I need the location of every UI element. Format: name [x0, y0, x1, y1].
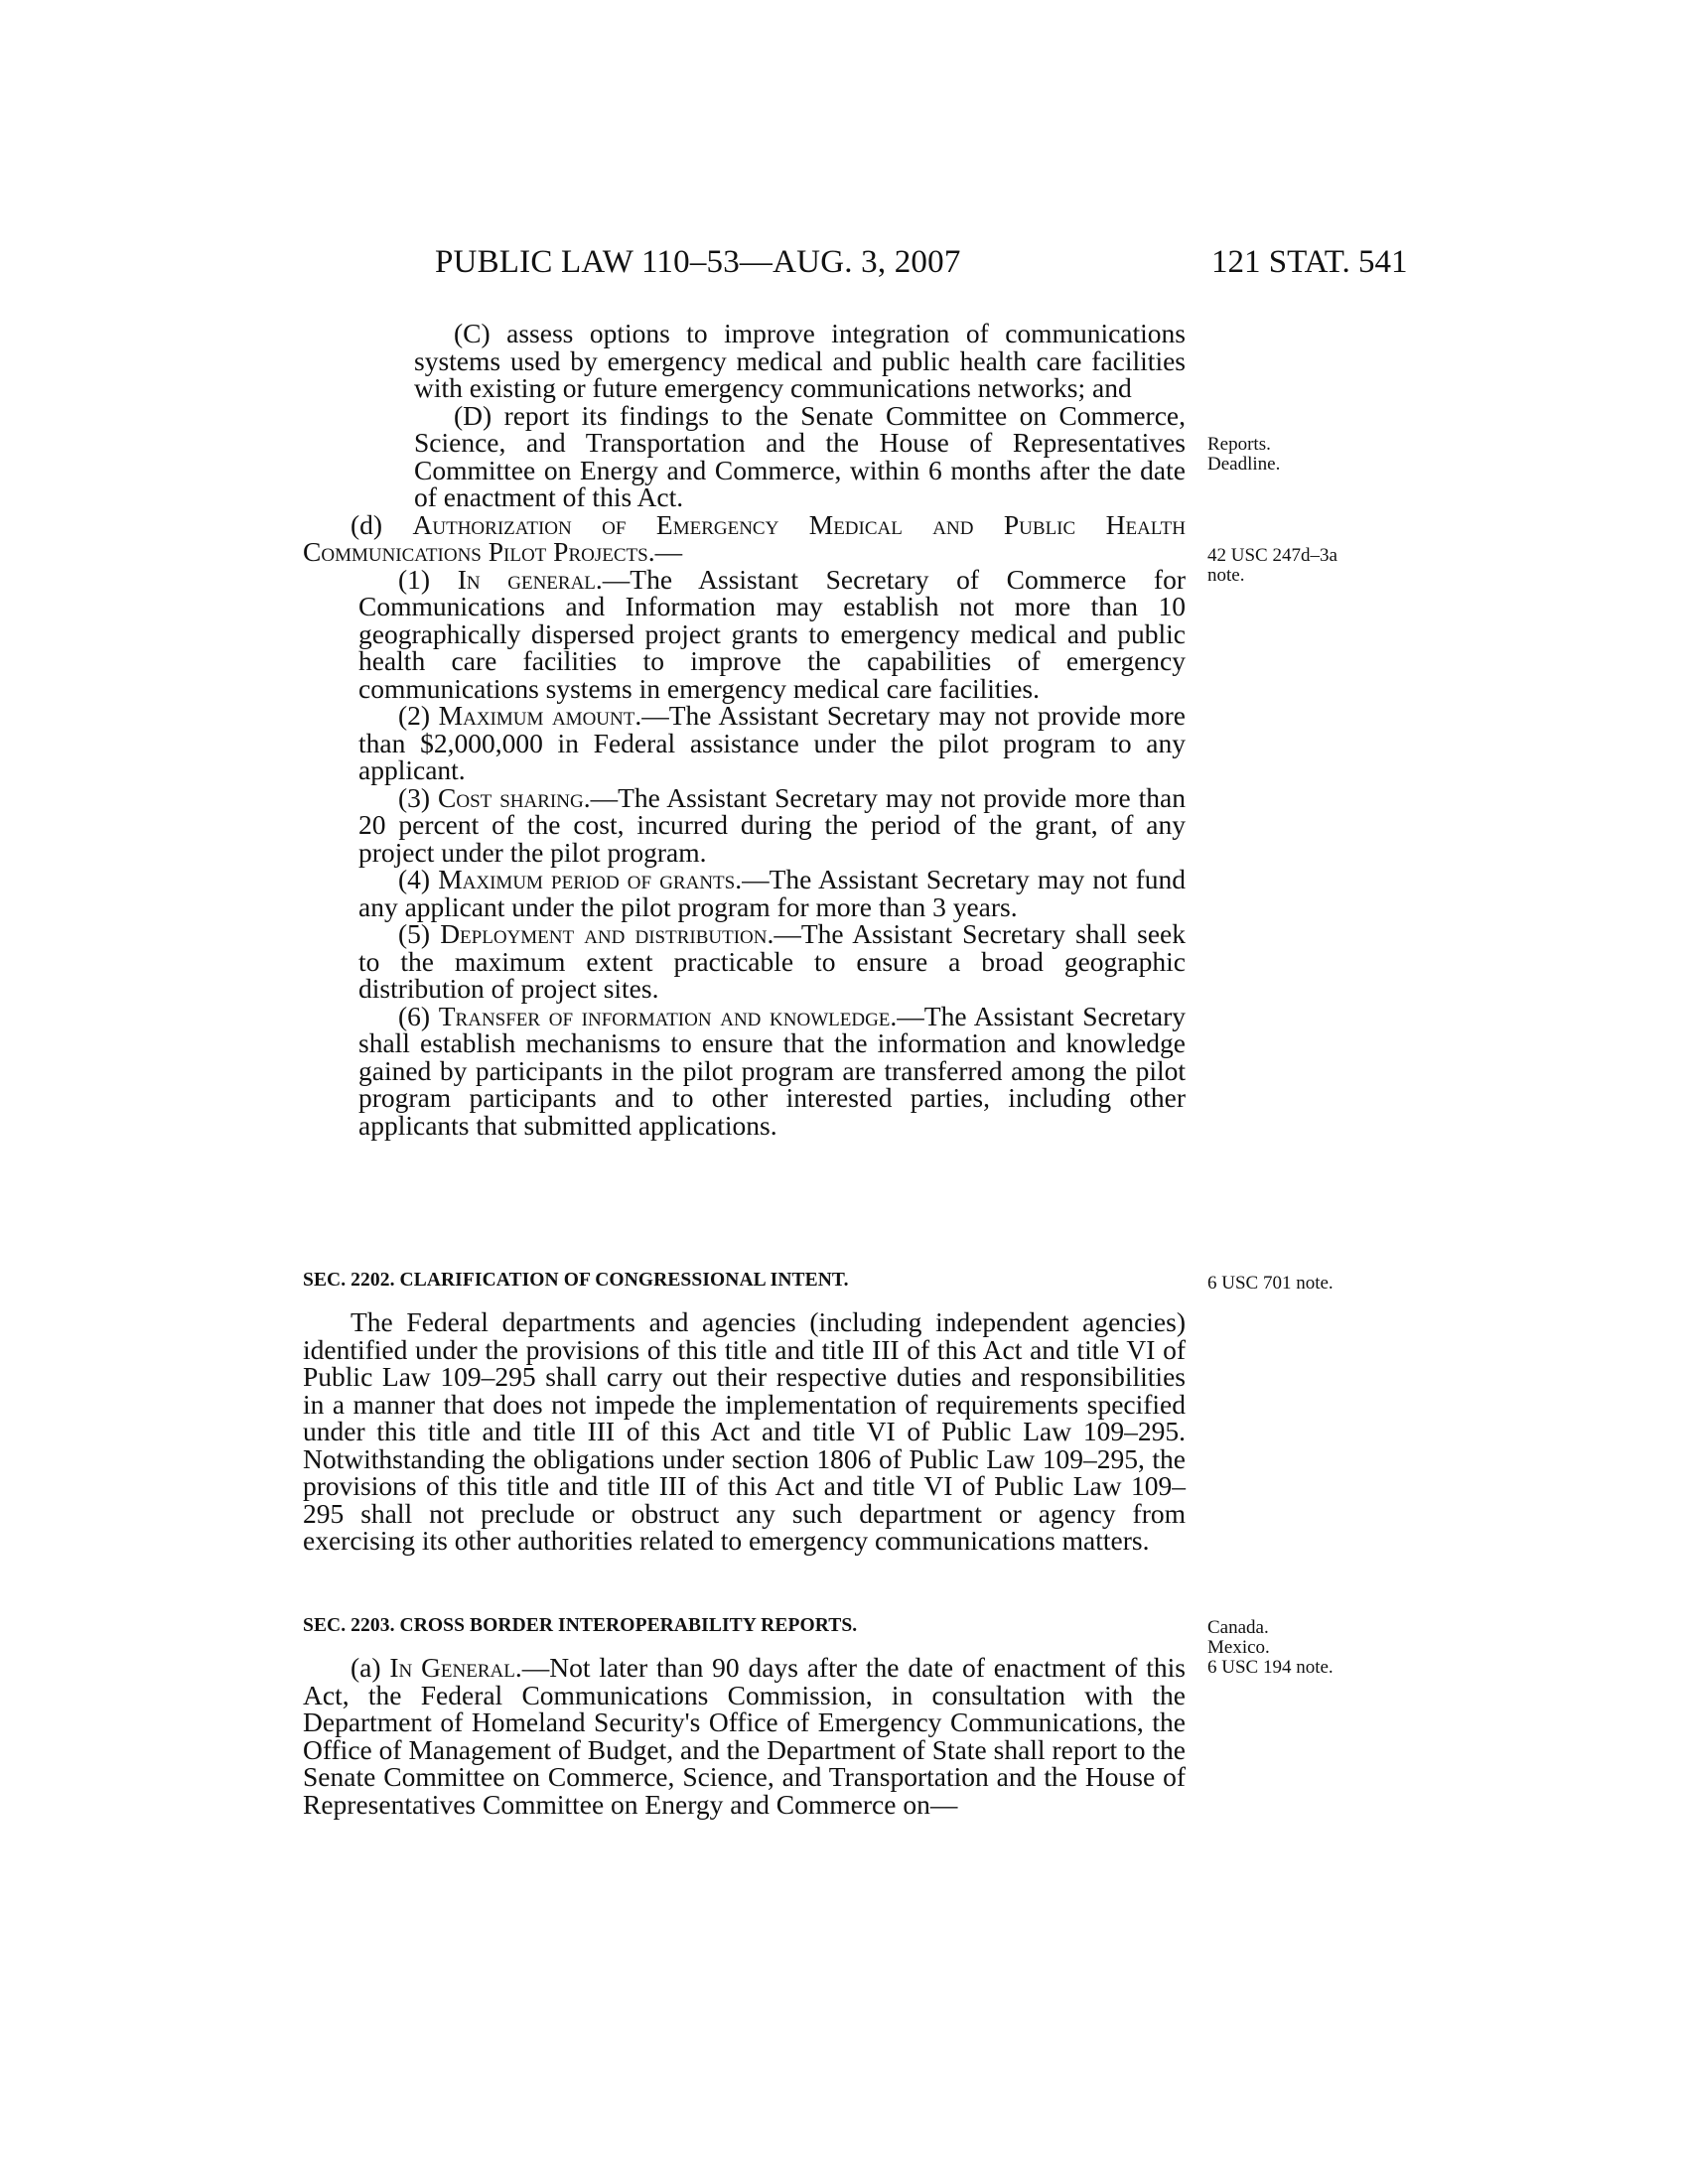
- section-2203-a-text: —Not later than 90 days after the date of enactment of this Act, the Federal Communications Commission, in consultation with the Department of Homeland Security's Office of Emergency Communications, the Office of Management of Budget, and the Department of State shall report to the Senate Committee on Commerce, Science, and Transportation and the House of Representatives Committee on Energy and Commerce on—: [303, 1652, 1186, 1820]
- margin-note-reports: Reports.: [1207, 434, 1271, 455]
- paragraph-6-heading: Transfer of information and knowledge.: [438, 1000, 898, 1031]
- section-2202-heading: SEC. 2202. CLARIFICATION OF CONGRESSIONAL INTENT.: [303, 1270, 849, 1291]
- margin-note-deadline: Deadline.: [1207, 454, 1281, 475]
- section-2202-text: The Federal departments and agencies (including independent agencies) identified under the provisions of this title and title III of this Act and title VI of Public Law 109–295 shall carry out their respective duties and responsibilities in a manner that does not impede the implementation of requirements specified under this title and title III of this Act and title VI of Public Law 109–295. Notwithstanding the obligations under section 1806 of Public Law 109–295, the provisions of this title and title III of this Act and title VI of Public Law 109–295 shall not preclude or obstruct any such department or agency from exercising its other authorities related to emergency communications matters.: [303, 1306, 1186, 1556]
- paragraph-4: [303, 866, 1186, 920]
- margin-note-cross-border: [1207, 1618, 1406, 1678]
- page-statute-number: 121 STAT. 541: [1211, 244, 1408, 280]
- paragraph-5-text: —The Assistant Secretary shall seek to the maximum extent practicable to ensure a broad geographic distribution of project sites.: [358, 918, 1186, 1004]
- paragraph-2-text: —The Assistant Secretary may not provide more than $2,000,000 in Federal assistance under the pilot program to any applicant.: [358, 700, 1187, 785]
- paragraph-6-text: —The Assistant Secretary shall establish mechanisms to ensure that the information and knowledge gained by participants in the pilot program are transferred among the pilot program participants and to other interested parties, including other applicants that submitted applications.: [358, 1000, 1187, 1141]
- section-2203-heading: SEC. 2203. CROSS BORDER INTEROPERABILITY REPORTS.: [303, 1615, 858, 1636]
- paragraph-2-label: (2): [398, 700, 431, 731]
- margin-note-usc-701: 6 USC 701 note.: [1207, 1273, 1334, 1294]
- margin-note-mexico: Mexico.: [1207, 1637, 1270, 1658]
- section-2203: [303, 1616, 1186, 1818]
- section-2203-a-label: (a): [351, 1652, 381, 1683]
- paragraph-2: [303, 702, 1186, 784]
- running-header-title: PUBLIC LAW 110–53—AUG. 3, 2007: [435, 244, 961, 280]
- subsection-d: [303, 508, 1186, 567]
- paragraph-3-text: —The Assistant Secretary may not provide more than 20 percent of the cost, incurred during the period of the grant, of any project under the pilot program.: [358, 781, 1187, 868]
- margin-note-canada: Canada.: [1207, 1617, 1269, 1638]
- paragraph-3: [303, 781, 1187, 868]
- margin-note-note: note.: [1207, 565, 1245, 586]
- paragraph-1-text: —The Assistant Secretary of Commerce for Communications and Information may establish not more than 10 geographically dispersed project grants to emergency medical and public health care facilities to improve the capabilities of emergency communications systems in emergency medical care facilities.: [358, 563, 1186, 704]
- subsection-d-label: (d): [351, 508, 383, 540]
- paragraph-6-label: (6): [398, 1000, 431, 1031]
- section-2202: [303, 1271, 1186, 1555]
- paragraph-1-label: (1): [398, 563, 431, 595]
- paragraph-4-heading: Maximum period of grants.: [438, 864, 743, 894]
- section-2203-a-heading: In General.: [389, 1652, 522, 1683]
- page-body: [303, 320, 1186, 1139]
- paragraph-6: [303, 1000, 1187, 1141]
- margin-note-6-usc-701: [1207, 1274, 1406, 1294]
- paragraph-4-text: —The Assistant Secretary may not fund any applicant under the pilot program for more than 3 years.: [358, 864, 1186, 922]
- margin-note-usc-194: 6 USC 194 note.: [1207, 1657, 1334, 1678]
- margin-note-42-usc: [1207, 546, 1406, 586]
- paragraph-1-heading: In general.: [457, 563, 603, 595]
- clause-c: (C) assess options to improve integration of communications systems used by emergency medical and public health care facilities with existing or future emergency communications networks; and: [414, 318, 1186, 403]
- paragraph-5-label: (5): [398, 918, 431, 949]
- paragraph-5-heading: Deployment and distribution.: [440, 918, 774, 949]
- paragraph-4-label: (4): [398, 864, 431, 894]
- paragraph-5: [303, 920, 1186, 1003]
- paragraph-1: [303, 563, 1186, 704]
- clause-d: (D) report its findings to the Senate Committee on Commerce, Science, and Transportation and the House of Representatives Committee on Energy and Commerce, within 6 months after the date of enactment of this Act.: [414, 399, 1186, 512]
- paragraph-2-heading: Maximum amount.: [438, 700, 642, 731]
- paragraph-3-label: (3): [398, 781, 431, 813]
- subsection-d-heading: Authorization of Emergency Medical and Public Health Communications Pilot Projects.—: [303, 508, 1186, 567]
- margin-note-reports-deadline: [1207, 435, 1406, 475]
- paragraph-3-heading: Cost sharing.: [438, 781, 591, 813]
- margin-note-usc-247: 42 USC 247d–3a: [1207, 545, 1337, 566]
- section-2203-subsection-a: [303, 1654, 1186, 1818]
